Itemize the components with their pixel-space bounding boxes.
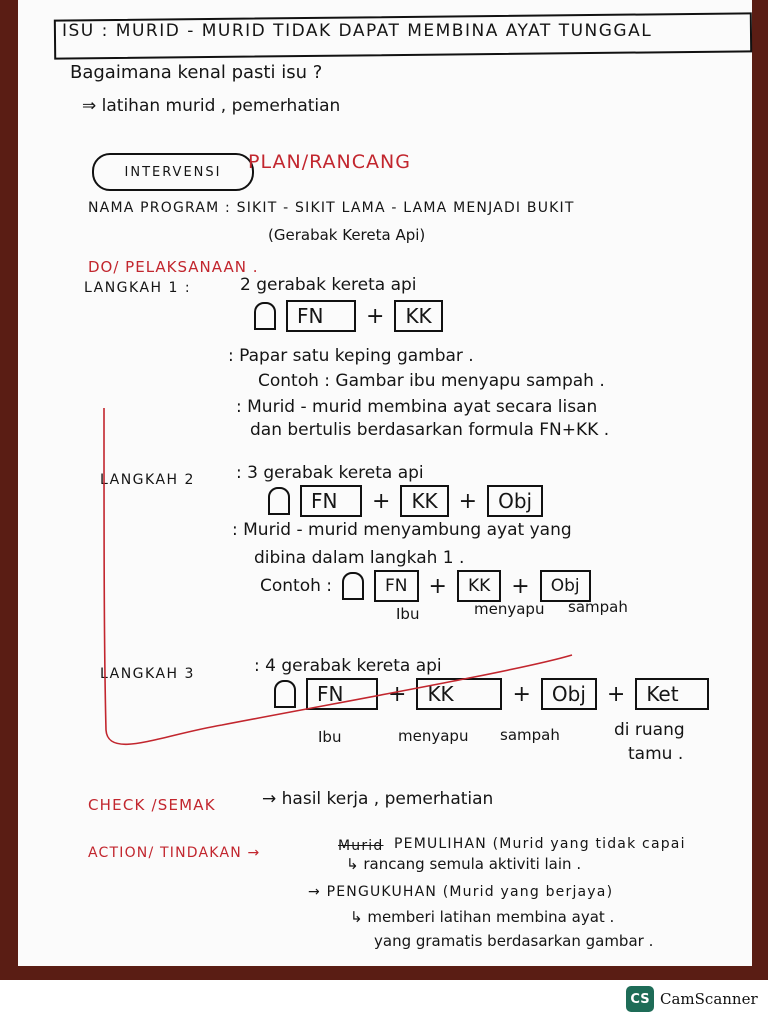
- step1-note4: dan bertulis berdasarkan formula FN+KK .: [250, 420, 610, 440]
- locomotive-icon: [342, 572, 364, 600]
- step2-example: [260, 570, 591, 602]
- plus-sign: +: [511, 573, 530, 599]
- program-line: NAMA PROGRAM : SIKIT - SIKIT LAMA - LAMA MENJADI BUKIT: [88, 200, 575, 216]
- locomotive-icon: [268, 487, 290, 515]
- step3-box-kk: KK: [416, 678, 502, 710]
- answer-text: ⇒ latihan murid , pemerhatian: [82, 96, 341, 116]
- step2-train: [268, 485, 543, 517]
- intervensi-cloud: INTERVENSI: [92, 153, 254, 191]
- action-pemulihan: PEMULIHAN (Murid yang tidak capai: [394, 836, 686, 852]
- step1-box-fn: FN: [286, 300, 356, 332]
- step2-box-fn: FN: [300, 485, 362, 517]
- step1-label: LANGKAH 1 :: [84, 280, 192, 296]
- example-box-kk: KK: [457, 570, 501, 602]
- program-subtitle: (Gerabak Kereta Api): [268, 226, 426, 244]
- step3-train: [274, 678, 709, 710]
- plus-sign: +: [366, 303, 385, 329]
- locomotive-icon: [274, 680, 296, 708]
- plus-sign: +: [428, 573, 447, 599]
- step3-box-fn: FN: [306, 678, 378, 710]
- action-pengukuhan-sub1: ↳ memberi latihan membina ayat .: [350, 908, 615, 926]
- step1-note1: : Papar satu keping gambar .: [228, 346, 474, 366]
- example-word-ibu: Ibu: [396, 605, 420, 623]
- step3-word-sampah: sampah: [500, 726, 560, 744]
- plus-sign: +: [372, 488, 391, 514]
- step1-note3: : Murid - murid membina ayat secara lisan: [236, 397, 598, 417]
- do-label: DO/ PELAKSANAAN .: [88, 258, 259, 276]
- step2-example-label: Contoh :: [260, 576, 333, 596]
- plus-sign: +: [512, 681, 531, 707]
- action-label: ACTION/ TINDAKAN →: [88, 845, 261, 861]
- step2-box-kk: KK: [400, 485, 448, 517]
- step3-word-diruang: di ruang: [614, 720, 685, 740]
- step1-title: 2 gerabak kereta api: [240, 275, 417, 295]
- step3-box-ket: Ket: [635, 678, 709, 710]
- action-pemulihan-sub: ↳ rancang semula aktiviti lain .: [346, 855, 582, 873]
- step1-train: [254, 300, 443, 332]
- step1-note2: Contoh : Gambar ibu menyapu sampah .: [258, 371, 605, 391]
- step3-title: : 4 gerabak kereta api: [254, 656, 442, 676]
- plus-sign: +: [606, 681, 626, 707]
- example-box-fn: FN: [374, 570, 419, 602]
- action-struck-word: Murid: [338, 838, 384, 854]
- step3-word-menyapu: menyapu: [398, 727, 469, 745]
- step2-label: LANGKAH 2: [100, 472, 195, 488]
- camscanner-watermark: [626, 986, 758, 1012]
- camscanner-logo-icon: CS: [626, 986, 654, 1012]
- camscanner-text: CamScanner: [660, 990, 758, 1008]
- plan-label: PLAN/RANCANG: [248, 151, 411, 173]
- locomotive-icon: [254, 302, 276, 330]
- step2-title: : 3 gerabak kereta api: [236, 463, 424, 483]
- document-page: [18, 0, 752, 966]
- example-box-obj: Obj: [540, 570, 591, 602]
- example-word-sampah: sampah: [568, 598, 628, 616]
- step2-box-obj: Obj: [487, 485, 543, 517]
- check-text: → hasil kerja , pemerhatian: [262, 789, 494, 809]
- plus-sign: +: [388, 681, 407, 707]
- plus-sign: +: [458, 488, 478, 514]
- step2-note1: : Murid - murid menyambung ayat yang: [232, 520, 572, 540]
- step3-word-tamu: tamu .: [628, 744, 684, 764]
- example-word-menyapu: menyapu: [474, 600, 545, 618]
- step2-note2: dibina dalam langkah 1 .: [254, 548, 465, 568]
- step3-box-obj: Obj: [541, 678, 597, 710]
- step3-label: LANGKAH 3: [100, 666, 195, 682]
- question-text: Bagaimana kenal pasti isu ?: [70, 62, 323, 83]
- step1-box-kk: KK: [394, 300, 442, 332]
- page-title: ISU : MURID - MURID TIDAK DAPAT MEMBINA AYAT TUNGGAL: [62, 21, 653, 41]
- action-pengukuhan: → PENGUKUHAN (Murid yang berjaya): [308, 884, 614, 900]
- action-pengukuhan-sub2: yang gramatis berdasarkan gambar .: [374, 932, 654, 950]
- check-label: CHECK /SEMAK: [88, 796, 216, 814]
- step3-word-ibu: Ibu: [318, 728, 342, 746]
